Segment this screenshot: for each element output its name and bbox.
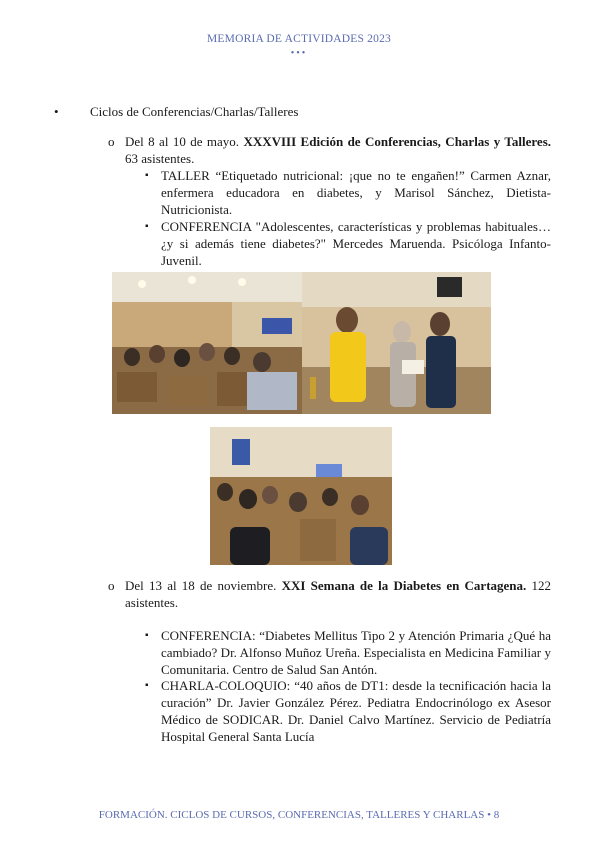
event2-item2-bullet: ▪ bbox=[145, 680, 149, 691]
conference-photo-2 bbox=[210, 427, 392, 565]
event1-item2: CONFERENCIA "Adolescentes, características y problemas habituales… ¿y si además tiene diabetes?" Mercedes Maruenda. Psicóloga Infanto-Juvenil. bbox=[161, 219, 551, 268]
event2-item2: CHARLA-COLOQUIO: “40 años de DT1: desde la tecnificación hacia la curación” Dr. Javier González Pérez. Pediatra Endocrinólogo ex Asesor Médico de SODICAR. Dr. Daniel Calvo Martínez. Servicio de Pediatría Hospital General Santa Lucía bbox=[161, 678, 551, 744]
event1-date: Del 8 al 10 de mayo. bbox=[125, 134, 240, 149]
page-header: MEMORIA DE ACTIVIDADES 2023 bbox=[207, 33, 391, 45]
event1-bullet: o bbox=[108, 134, 115, 149]
event2-bullet: o bbox=[108, 578, 115, 593]
section-title: Ciclos de Conferencias/Charlas/Talleres bbox=[90, 104, 299, 119]
conference-photo-1 bbox=[112, 272, 302, 414]
event2-item1: CONFERENCIA: “Diabetes Mellitus Tipo 2 y Atención Primaria ¿Qué ha cambiado? Dr. Alfonso Muñoz Ureña. Especialista en Medicina Familiar y Comunitaria. Centro de Salud San Antón. bbox=[161, 628, 551, 677]
event1-heading bbox=[125, 133, 551, 167]
page-footer: FORMACIÓN. CICLOS DE CURSOS, CONFERENCIAS, TALLERES Y CHARLAS • 8 bbox=[98, 809, 500, 821]
event1-item1-bullet: ▪ bbox=[145, 170, 149, 181]
event2-heading bbox=[125, 577, 551, 611]
event1-attendees: 63 asistentes. bbox=[125, 151, 195, 166]
section-bullet: • bbox=[54, 104, 59, 119]
event2-item1-bullet: ▪ bbox=[145, 630, 149, 641]
event1-item2-bullet: ▪ bbox=[145, 221, 149, 232]
event2-attendees: 122 asistentes. bbox=[125, 578, 552, 610]
event2-name: XXI Semana de la Diabetes en Cartagena. bbox=[281, 578, 527, 593]
header-dots: ••• bbox=[290, 48, 308, 59]
workshop-photo bbox=[302, 272, 491, 414]
event1-item1: TALLER “Etiquetado nutricional: ¡que no te engañen!” Carmen Aznar, enfermera educadora en diabetes, y Marisol Sánchez, Dietista-Nutricionista. bbox=[161, 168, 551, 217]
event1-name: XXXVIII Edición de Conferencias, Charlas y Talleres. bbox=[243, 134, 552, 149]
event2-date: Del 13 al 18 de noviembre. bbox=[125, 578, 277, 593]
